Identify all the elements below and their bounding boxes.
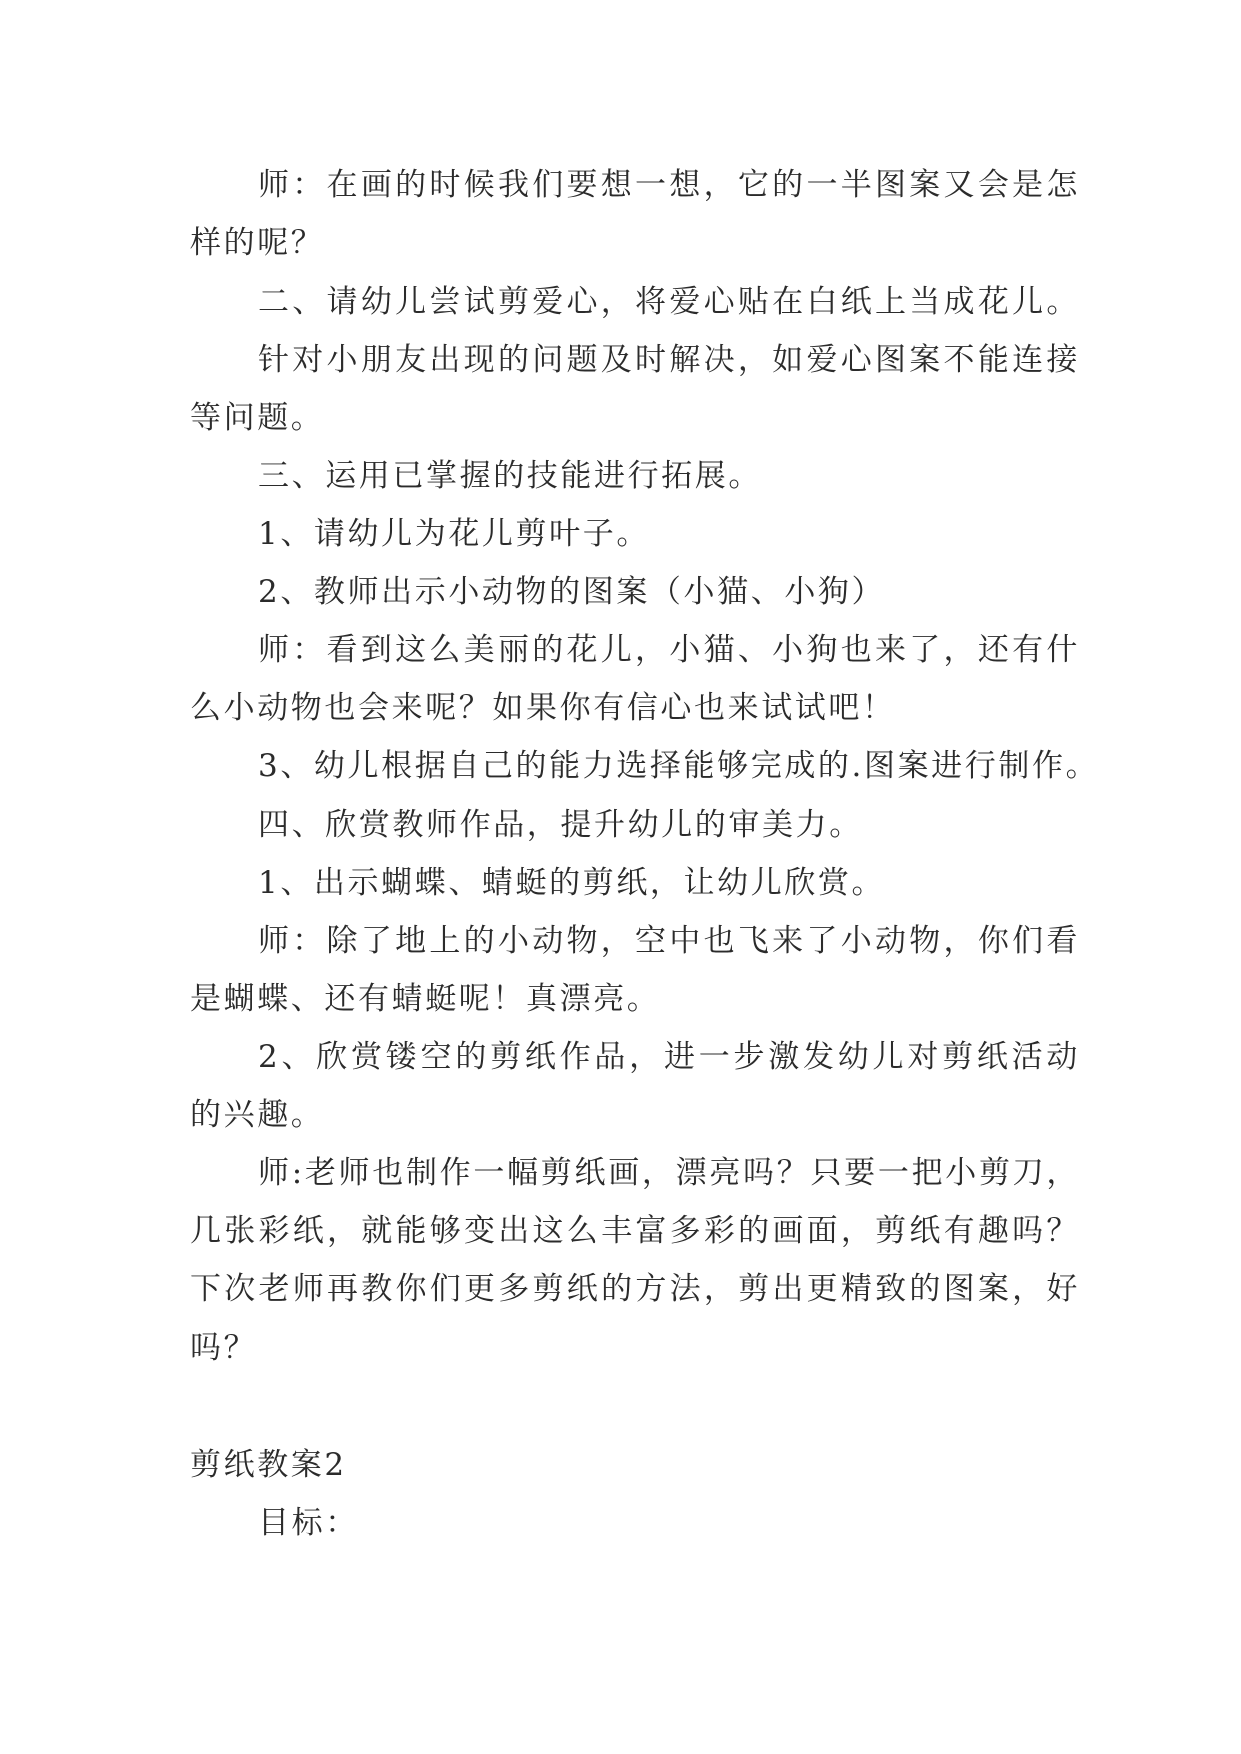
paragraph-line: 么小动物也会来呢？如果你有信心也来试试吧！ xyxy=(190,690,896,726)
paragraph-line: 四、欣赏教师作品，提升幼儿的审美力。 xyxy=(258,807,863,843)
paragraph-line: 师：看到这么美丽的花儿，小猫、小狗也来了，还有什 xyxy=(258,632,1080,668)
paragraph-line: 针对小朋友出现的问题及时解决，如爱心图案不能连接 xyxy=(258,342,1080,378)
paragraph-line: 3、幼儿根据自己的能力选择能够完成的.图案进行制作。 xyxy=(258,748,1100,784)
paragraph-line: 的兴趣。 xyxy=(190,1097,325,1133)
paragraph-line: 几张彩纸，就能够变出这么丰富多彩的画面，剪纸有趣吗？ xyxy=(190,1213,1080,1249)
paragraph-line: 师：在画的时候我们要想一想，它的一半图案又会是怎 xyxy=(258,167,1080,203)
paragraph-line: 师：除了地上的小动物，空中也飞来了小动物，你们看 xyxy=(258,923,1080,959)
paragraph-line: 目标： xyxy=(258,1505,359,1541)
paragraph-line: 1、请幼儿为花儿剪叶子。 xyxy=(258,516,650,552)
paragraph-line: 吗？ xyxy=(190,1330,258,1366)
paragraph-line: 师:老师也制作一幅剪纸画，漂亮吗？只要一把小剪刀， xyxy=(258,1155,1080,1191)
paragraph-line: 2、欣赏镂空的剪纸作品，进一步激发幼儿对剪纸活动 xyxy=(258,1039,1080,1075)
paragraph-line: 2、教师出示小动物的图案（小猫、小狗） xyxy=(258,574,886,610)
paragraph-line: 下次老师再教你们更多剪纸的方法，剪出更精致的图案，好 xyxy=(190,1271,1080,1307)
paragraph-line: 三、运用已掌握的技能进行拓展。 xyxy=(258,458,762,494)
paragraph-line: 样的呢？ xyxy=(190,225,325,261)
paragraph-line: 等问题。 xyxy=(190,400,325,436)
section-heading: 剪纸教案2 xyxy=(190,1447,347,1483)
paragraph-line: 二、请幼儿尝试剪爱心，将爱心贴在白纸上当成花儿。 xyxy=(258,284,1080,320)
paragraph-line: 1、出示蝴蝶、蜻蜓的剪纸，让幼儿欣赏。 xyxy=(258,865,886,901)
paragraph-line: 是蝴蝶、还有蜻蜓呢！真漂亮。 xyxy=(190,981,661,1017)
